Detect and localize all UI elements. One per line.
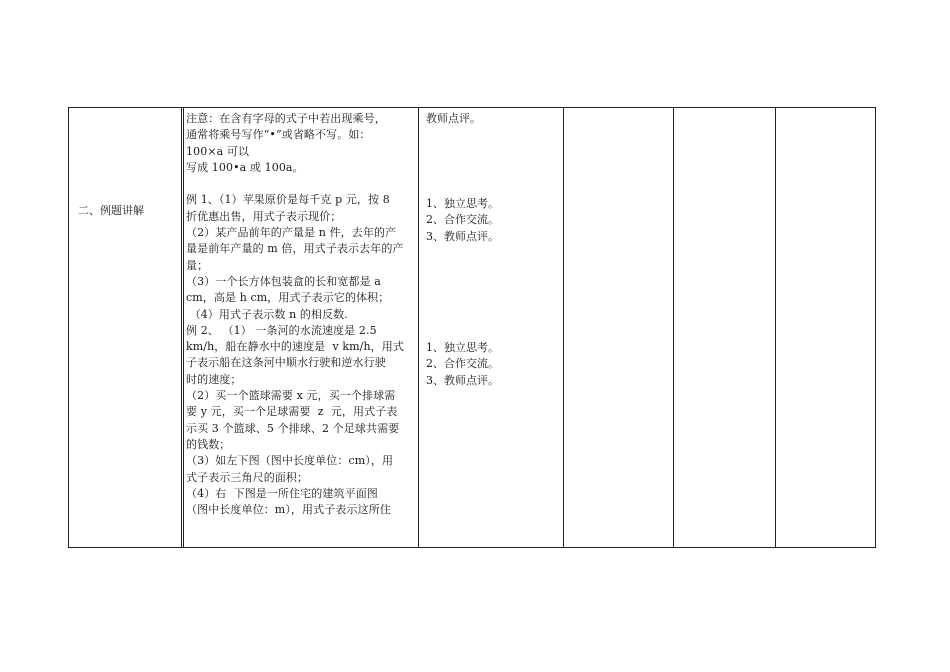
content-line: 的钱数；: [186, 437, 231, 451]
content-line: km/h，船在静水中的速度是 v km/h，用式: [186, 340, 404, 354]
content-line: cm，高是 h cm，用式子表示它的体积；: [186, 291, 390, 305]
content-line: 注意：在含有字母的式子中若出现乘号，: [186, 112, 386, 125]
content-line: 通常将乘号写作“•”或省略不写。如：: [186, 128, 371, 142]
activity-cell-example-2: [426, 340, 546, 389]
content-line: 例 1、（1）苹果原价是每千克 p 元，按 8: [186, 193, 390, 207]
activity-cell-example-1: [426, 196, 546, 245]
activity-line: 2、合作交流。: [426, 357, 499, 371]
stage-label: 二、例题讲解: [78, 204, 144, 217]
content-line: （4）用式子表示数 n 的相反数.: [186, 307, 348, 321]
content-line: （4）右 下图是一所住宅的建筑平面图: [186, 486, 378, 500]
content-line: 式子表示三角尺的面积；: [186, 470, 309, 484]
content-line: （3）如左下图（图中长度单位：cm），用: [186, 454, 394, 468]
activity-line: 1、独立思考。: [426, 197, 499, 210]
column-divider: [563, 108, 564, 547]
content-line: 例 2、 （1） 一条河的水流速度是 2.5: [186, 323, 377, 337]
content-line: （3）一个长方体包装盒的长和宽都是 a: [186, 274, 381, 288]
content-line: （2）某产品前年的产量是 n 件，去年的产: [186, 226, 397, 240]
content-line: （2）买一个篮球需要 x 元，买一个排球需: [186, 389, 396, 403]
content-line: 要 y 元，买一个足球需要 z 元，用式子表: [186, 405, 398, 419]
content-line: 示买 3 个篮球、5 个排球、2 个足球共需要: [186, 421, 400, 435]
content-line: 子表示船在这条河中顺水行驶和逆水行驶: [186, 356, 386, 370]
activity-line: 3、教师点评。: [426, 229, 499, 243]
column-divider: [775, 108, 776, 547]
activity-line: 教师点评。: [426, 112, 481, 125]
column-divider: [181, 108, 182, 547]
content-line: 量是前年产量的 m 倍，用式子表示去年的产: [186, 242, 404, 256]
column-divider: [673, 108, 674, 547]
content-line: 折优惠出售，用式子表示现价；: [186, 209, 342, 223]
lesson-table: [68, 107, 876, 548]
content-line: （图中长度单位：m），用式子表示这所住: [186, 503, 391, 517]
activity-line: 2、合作交流。: [426, 213, 499, 227]
content-line: 写成 100•a 或 100a。: [186, 160, 304, 174]
content-line: 100×a 可以: [186, 144, 250, 158]
content-line: [186, 176, 416, 192]
column-divider: [183, 108, 184, 547]
activity-cell-note: [426, 111, 546, 127]
content-line: 量；: [186, 258, 209, 272]
column-divider: [418, 108, 419, 547]
activity-line: 3、教师点评。: [426, 373, 499, 387]
activity-line: 1、独立思考。: [426, 341, 499, 354]
content-cell: [186, 111, 416, 518]
content-line: 时的速度；: [186, 372, 242, 386]
